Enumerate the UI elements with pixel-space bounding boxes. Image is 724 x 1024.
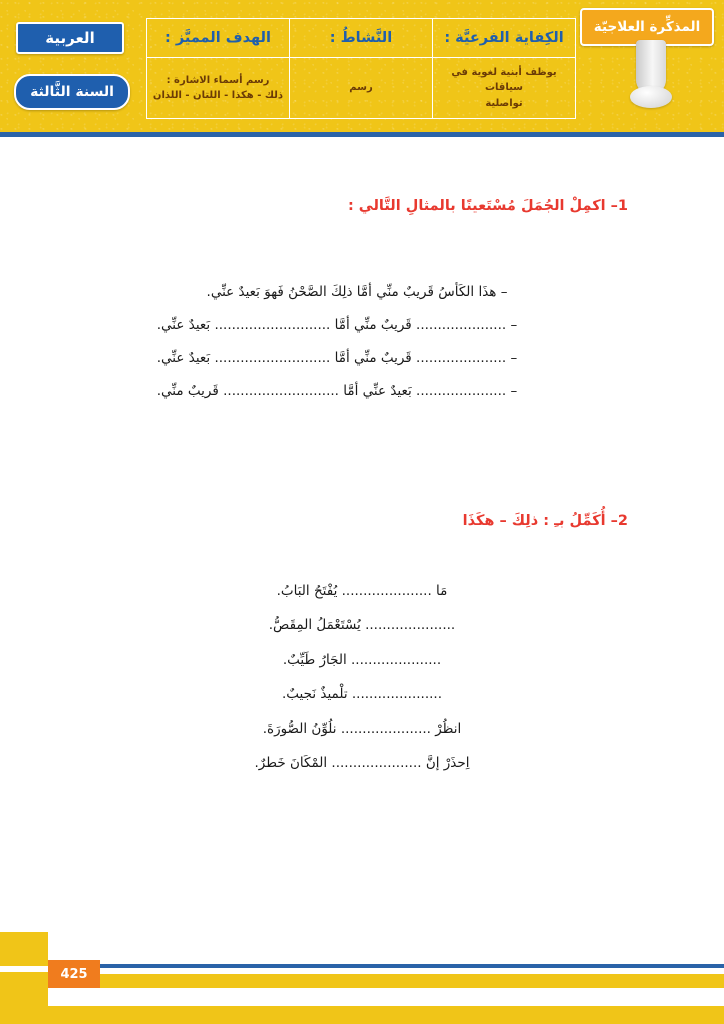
- exercise-2-lines: [0, 574, 724, 781]
- objective-line-1: رسم أسماء الاشارة :: [166, 74, 270, 86]
- exercise-2-line-4[interactable]: ..................... تلْميذٌ نَجيبٌ.: [282, 686, 442, 703]
- exercise-1-line-3[interactable]: – ..................... قَريبٌ منِّي أمَّا ........................... بَعيدٌ عنِّي.: [156, 350, 518, 367]
- header-table-title-row: [147, 19, 576, 58]
- header-cell-activity-body: [290, 58, 433, 119]
- year-badge-label: السنة الثَّالثة: [30, 84, 114, 100]
- header-white-rule: [0, 137, 724, 140]
- footer-white-notch: [0, 966, 48, 972]
- exercise-1-line-2[interactable]: – ..................... قَريبٌ منِّي أمَّا ........................... بَعيدٌ عنِّي.: [156, 317, 518, 334]
- footer-yellow-bar: [100, 974, 724, 988]
- exercise-2-line-1[interactable]: مَا ..................... يُفْتَحُ البَابُ.: [276, 583, 448, 599]
- page-number-label: 425: [60, 966, 88, 982]
- competency-line-1: يوظف أبنية لغوية في سياقات: [451, 66, 557, 94]
- activity-line-1: رسم: [349, 82, 373, 94]
- exercise-2-line-2[interactable]: ..................... يُسْتَعْمَلُ المِقَصُّ.: [268, 617, 456, 634]
- competency-line-2: تواصلية: [485, 97, 523, 109]
- header-cell-competency-title: الكِفاية الفرعيَّة :: [433, 19, 576, 58]
- header-cell-competency-body: [433, 58, 576, 119]
- header-table-body-row: [147, 58, 576, 119]
- objective-line-2: ذلك - هكذا - اللتان - اللذان: [152, 90, 284, 101]
- subject-badge-label: العربية: [45, 29, 95, 47]
- page-number-badge: [48, 960, 100, 988]
- exercise-1-title: 1– اكمِلْ الجُمَلَ مُسْتَعينًا بالمثالِ التَّالي :: [347, 198, 628, 214]
- header-cell-activity-title: النَّشاطُ :: [290, 19, 433, 58]
- header-cell-objective-body: [147, 58, 290, 119]
- exercise-1-line-4[interactable]: – ..................... بَعيدٌ عنِّي أمَّا ........................... قَريبٌ منِّي.: [156, 383, 518, 400]
- exercise-2-line-5[interactable]: انظُرْ ..................... نلُوِّنُ الصُّورَةَ.: [262, 720, 462, 737]
- page-footer: [0, 932, 724, 1024]
- page-header-band: [0, 0, 724, 132]
- memo-tab-stem-cap: [630, 86, 672, 108]
- exercise-2-line-6[interactable]: اِحذَرْ إنَّ ..................... المْكَانَ خَطرٌ.: [254, 755, 470, 772]
- exercise-1-line-1: – هذَا الكَأسُ قَريبٌ منِّي أمَّا ذلِكَ الصَّحْنُ فَهوَ بَعيدٌ عنِّي.: [206, 284, 508, 300]
- subject-badge: [16, 22, 124, 54]
- footer-blue-bar: [100, 964, 724, 968]
- year-badge: [14, 74, 130, 110]
- header-cell-objective-title: الهدف المميَّز :: [147, 19, 290, 58]
- header-info-table: [146, 18, 576, 119]
- exercise-1-lines: [0, 276, 724, 408]
- exercise-2-line-3[interactable]: ..................... الجَارُ طَيِّبٌ.: [282, 651, 442, 668]
- footer-yellow-bar-bottom: [0, 1006, 724, 1024]
- worksheet-content: [0, 150, 724, 940]
- memo-tab-label: المذكِّرة العلاجيّة: [593, 19, 701, 35]
- exercise-2-title: 2– أُكَمِّلُ بـِ : ذلِكَ – هكَذَا: [462, 513, 628, 529]
